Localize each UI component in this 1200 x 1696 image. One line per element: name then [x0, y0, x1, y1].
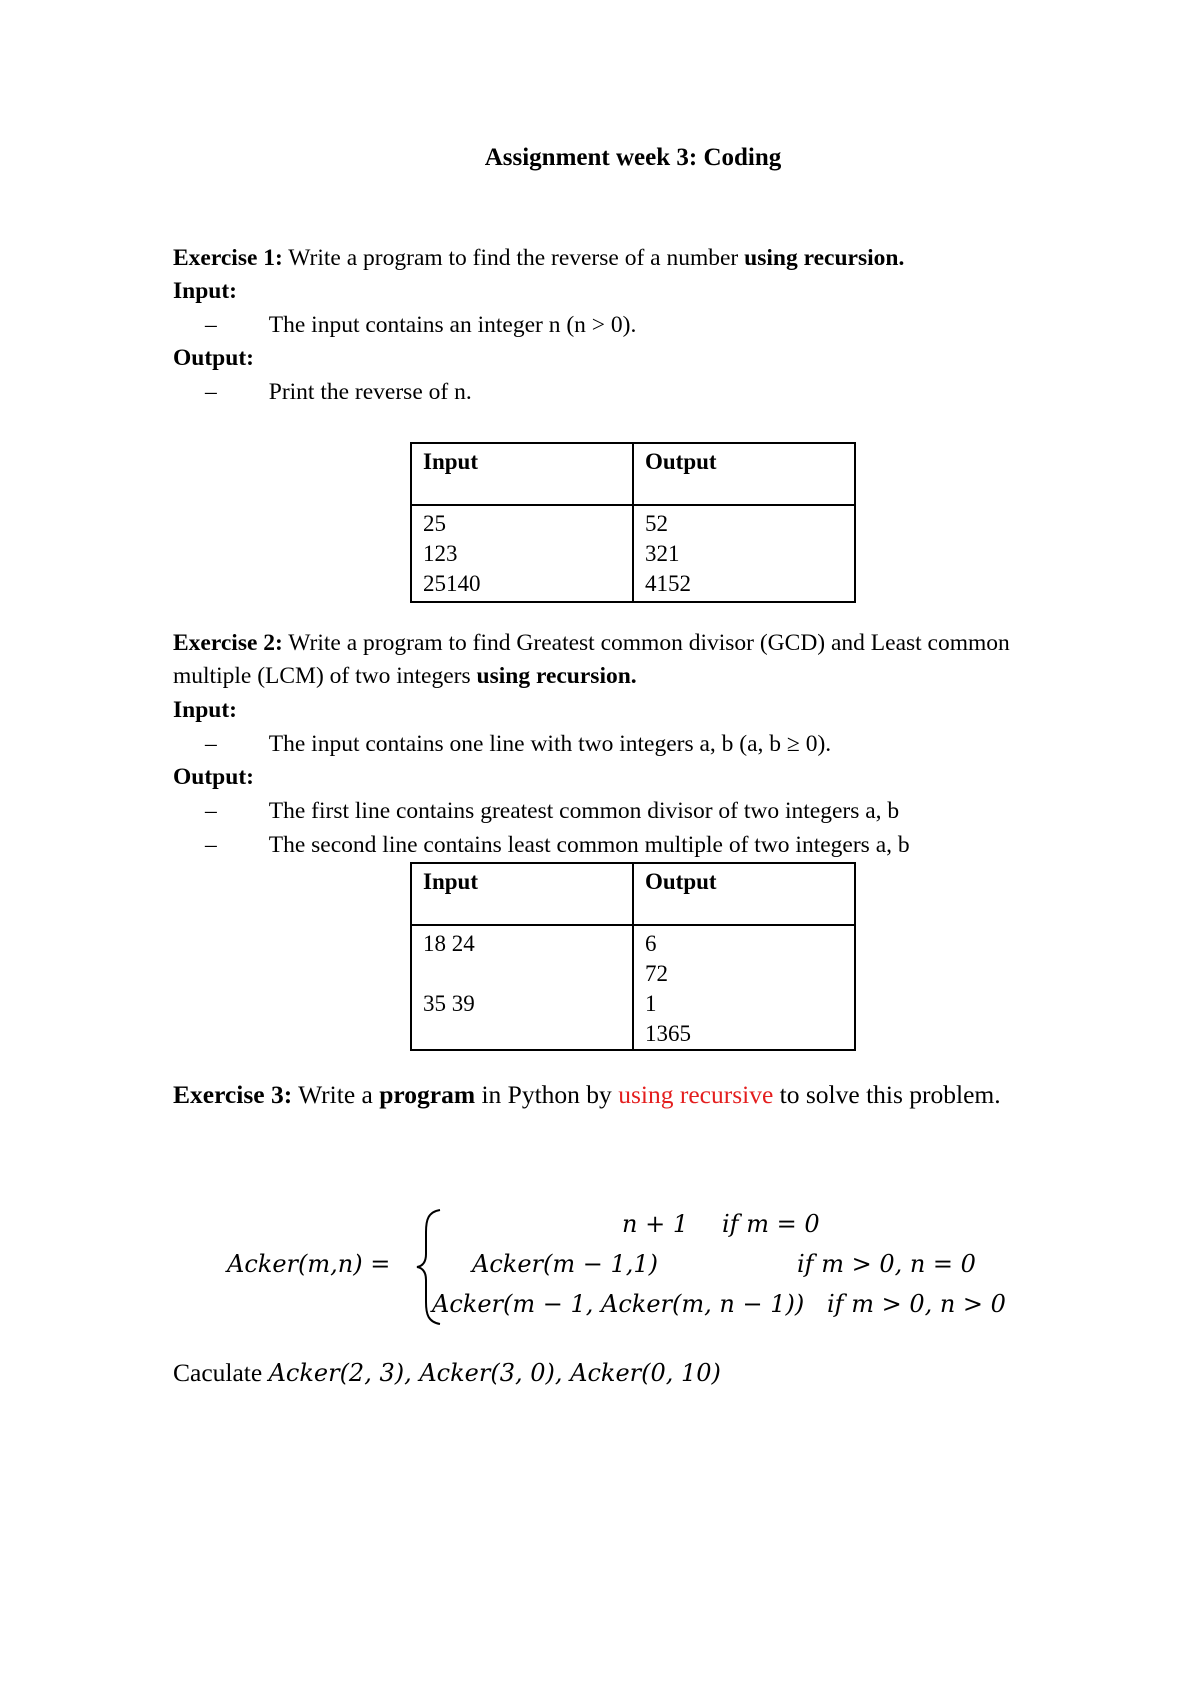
- exercise-3-highlight: using recursive: [618, 1080, 774, 1109]
- exercise-2-input-label: Input:: [173, 697, 238, 723]
- formula-case1-expr: n + 1: [622, 1210, 689, 1238]
- page-title: Assignment week 3: Coding: [484, 144, 782, 171]
- formula-case2-expr: Acker(m − 1,1): [472, 1250, 659, 1278]
- exercise-1-output-label: Output:: [173, 345, 254, 371]
- exercise-1-statement: [173, 245, 904, 272]
- exercise-2-output-label: Output:: [173, 764, 254, 790]
- exercise-2-label: Exercise 2:: [173, 630, 283, 656]
- calculate-expression: Acker(2, 3), Acker(3, 0), Acker(0, 10): [268, 1359, 721, 1387]
- table-input-cell: 18 24 35 39: [411, 925, 633, 1050]
- exercise-3-label: Exercise 3:: [173, 1080, 293, 1109]
- formula-case3-expr: Acker(m − 1, Acker(m, n − 1)): [432, 1290, 805, 1318]
- table-header-input: Input: [411, 863, 633, 925]
- exercise-1-io-table: [410, 442, 856, 603]
- exercise-3-statement: Exercise 3: Write a program in Python by using recursive to solve this problem.: [173, 1080, 1001, 1109]
- exercise-2-output-item: – The second line contains least common multiple of two integers a, b: [205, 832, 910, 858]
- exercise-2-statement-line1: Exercise 2: Write a program to find Greatest common divisor (GCD) and Least common: [173, 630, 1010, 656]
- exercise-1-label: Exercise 1:: [173, 245, 283, 271]
- formula-case1-cond: if m = 0: [722, 1210, 820, 1238]
- exercise-3-emphasis: program: [379, 1080, 476, 1109]
- exercise-1-text: Write a program to find the reverse of a number: [282, 245, 745, 271]
- calculate-line: Caculate Acker(2, 3), Acker(3, 0), Acker(0, 10): [173, 1358, 721, 1387]
- exercise-1-emphasis: using recursion.: [744, 245, 905, 271]
- exercise-2-statement-line2: multiple (LCM) of two integers using recursion.: [173, 663, 637, 689]
- exercise-2-output-item: – The first line contains greatest common divisor of two integers a, b: [205, 798, 900, 824]
- exercise-1-input-label: Input:: [173, 278, 238, 304]
- exercise-2-input-item: – The input contains one line with two integers a, b (a, b ≥ 0).: [205, 731, 832, 757]
- table-header-output: Output: [633, 443, 855, 505]
- table-input-cell: 25 123 25140: [411, 505, 633, 602]
- exercise-2-io-table: [410, 862, 856, 1051]
- table-output-cell: 6 72 1 1365: [633, 925, 855, 1050]
- table-header-output: Output: [633, 863, 855, 925]
- exercise-1-output-item: – Print the reverse of n.: [205, 379, 472, 405]
- formula-case2-cond: if m > 0, n = 0: [797, 1250, 976, 1278]
- table-output-cell: 52 321 4152: [633, 505, 855, 602]
- formula-lhs: Acker(m,n) =: [227, 1250, 391, 1278]
- exercise-1-input-item: – The input contains an integer n (n > 0).: [205, 312, 637, 338]
- exercise-2-emphasis: using recursion.: [476, 663, 637, 689]
- table-header-input: Input: [411, 443, 633, 505]
- formula-case3-cond: if m > 0, n > 0: [827, 1290, 1006, 1318]
